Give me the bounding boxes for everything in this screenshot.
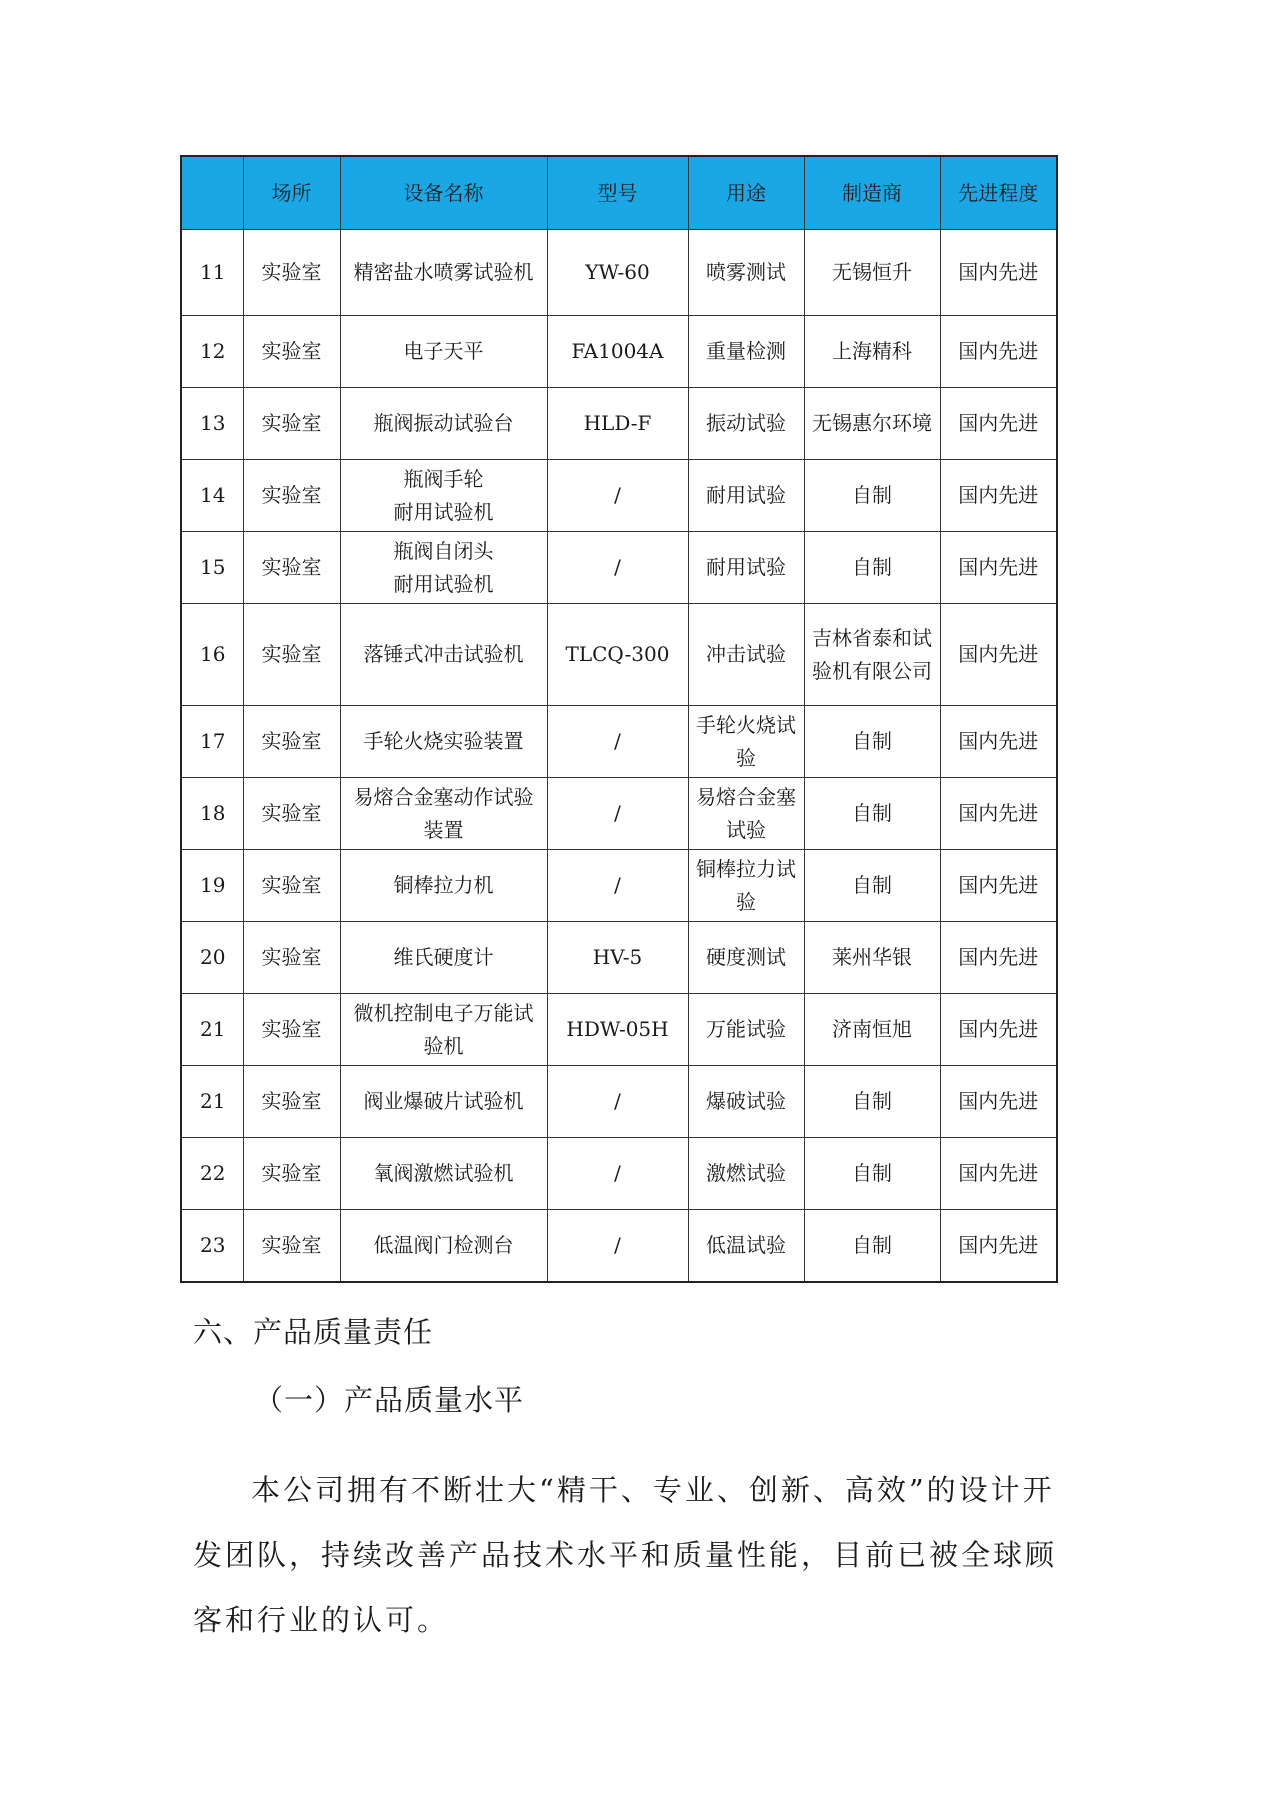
equipment-name-cell: 瓶阀手轮 耐用试验机 [340, 460, 547, 532]
place-cell: 实验室 [243, 532, 340, 604]
level-cell: 国内先进 [940, 388, 1057, 460]
model-cell: / [547, 706, 688, 778]
level-cell: 国内先进 [940, 778, 1057, 850]
manufacturer-cell: 自制 [804, 850, 940, 922]
header-cell-number [181, 156, 243, 230]
row-number-cell: 14 [181, 460, 243, 532]
manufacturer-cell: 吉林省泰和试验机有限公司 [804, 604, 940, 706]
row-number-cell: 20 [181, 922, 243, 994]
header-cell-model: 型号 [547, 156, 688, 230]
use-cell: 重量检测 [688, 316, 804, 388]
table-row [181, 460, 1057, 532]
level-cell: 国内先进 [940, 706, 1057, 778]
table-row [181, 922, 1057, 994]
level-cell: 国内先进 [940, 994, 1057, 1066]
level-cell: 国内先进 [940, 922, 1057, 994]
use-cell: 喷雾测试 [688, 230, 804, 316]
equipment-name-cell: 阀业爆破片试验机 [340, 1066, 547, 1138]
manufacturer-cell: 无锡恒升 [804, 230, 940, 316]
use-cell: 低温试验 [688, 1210, 804, 1282]
header-cell-manufacturer: 制造商 [804, 156, 940, 230]
manufacturer-cell: 无锡惠尔环境 [804, 388, 940, 460]
place-cell: 实验室 [243, 1066, 340, 1138]
place-cell: 实验室 [243, 460, 340, 532]
equipment-name-cell: 铜棒拉力机 [340, 850, 547, 922]
table-row [181, 1138, 1057, 1210]
equipment-name-cell: 瓶阀自闭头 耐用试验机 [340, 532, 547, 604]
manufacturer-cell: 自制 [804, 778, 940, 850]
manufacturer-cell: 自制 [804, 1210, 940, 1282]
equipment-name-cell: 精密盐水喷雾试验机 [340, 230, 547, 316]
row-number-cell: 19 [181, 850, 243, 922]
header-cell-equipment-name: 设备名称 [340, 156, 547, 230]
table-row [181, 532, 1057, 604]
use-cell: 振动试验 [688, 388, 804, 460]
table-row [181, 994, 1057, 1066]
table-row [181, 850, 1057, 922]
use-cell: 冲击试验 [688, 604, 804, 706]
model-cell: / [547, 1210, 688, 1282]
section-heading: 六、产品质量责任 [193, 1315, 434, 1349]
table-row [181, 706, 1057, 778]
equipment-name-cell: 落锤式冲击试验机 [340, 604, 547, 706]
model-cell: / [547, 1138, 688, 1210]
equipment-table [180, 155, 1058, 1283]
use-cell: 耐用试验 [688, 532, 804, 604]
use-cell: 硬度测试 [688, 922, 804, 994]
table-body [181, 230, 1057, 1282]
model-cell: HLD-F [547, 388, 688, 460]
equipment-name-cell: 电子天平 [340, 316, 547, 388]
manufacturer-cell: 自制 [804, 532, 940, 604]
row-number-cell: 15 [181, 532, 243, 604]
model-cell: / [547, 1066, 688, 1138]
row-number-cell: 11 [181, 230, 243, 316]
level-cell: 国内先进 [940, 604, 1057, 706]
model-cell: TLCQ-300 [547, 604, 688, 706]
manufacturer-cell: 自制 [804, 460, 940, 532]
table-row [181, 604, 1057, 706]
level-cell: 国内先进 [940, 1210, 1057, 1282]
table-row [181, 230, 1057, 316]
use-cell: 手轮火烧试验 [688, 706, 804, 778]
equipment-name-cell: 维氏硬度计 [340, 922, 547, 994]
place-cell: 实验室 [243, 1210, 340, 1282]
use-cell: 激燃试验 [688, 1138, 804, 1210]
place-cell: 实验室 [243, 922, 340, 994]
place-cell: 实验室 [243, 778, 340, 850]
table-row [181, 1066, 1057, 1138]
row-number-cell: 18 [181, 778, 243, 850]
manufacturer-cell: 自制 [804, 1138, 940, 1210]
level-cell: 国内先进 [940, 460, 1057, 532]
equipment-name-cell: 瓶阀振动试验台 [340, 388, 547, 460]
model-cell: / [547, 778, 688, 850]
level-cell: 国内先进 [940, 850, 1057, 922]
row-number-cell: 22 [181, 1138, 243, 1210]
model-cell: FA1004A [547, 316, 688, 388]
section-subheading: （一）产品质量水平 [254, 1383, 525, 1417]
place-cell: 实验室 [243, 388, 340, 460]
level-cell: 国内先进 [940, 1138, 1057, 1210]
level-cell: 国内先进 [940, 1066, 1057, 1138]
model-cell: HDW-05H [547, 994, 688, 1066]
equipment-name-cell: 氧阀激燃试验机 [340, 1138, 547, 1210]
model-cell: / [547, 460, 688, 532]
row-number-cell: 12 [181, 316, 243, 388]
table-header-row [181, 156, 1057, 230]
table-row [181, 316, 1057, 388]
use-cell: 耐用试验 [688, 460, 804, 532]
manufacturer-cell: 莱州华银 [804, 922, 940, 994]
manufacturer-cell: 自制 [804, 706, 940, 778]
place-cell: 实验室 [243, 850, 340, 922]
level-cell: 国内先进 [940, 316, 1057, 388]
place-cell: 实验室 [243, 316, 340, 388]
table-row [181, 1210, 1057, 1282]
place-cell: 实验室 [243, 230, 340, 316]
header-cell-level: 先进程度 [940, 156, 1057, 230]
use-cell: 爆破试验 [688, 1066, 804, 1138]
equipment-name-cell: 易熔合金塞动作试验装置 [340, 778, 547, 850]
place-cell: 实验室 [243, 604, 340, 706]
use-cell: 铜棒拉力试验 [688, 850, 804, 922]
body-paragraph: 本公司拥有不断壮大“精干、专业、创新、高效”的设计开发团队，持续改善产品技术水平和质量性能，目前已被全球顾客和行业的认可。 [193, 1473, 1058, 1637]
row-number-cell: 13 [181, 388, 243, 460]
table-row [181, 778, 1057, 850]
place-cell: 实验室 [243, 706, 340, 778]
header-cell-place: 场所 [243, 156, 340, 230]
manufacturer-cell: 自制 [804, 1066, 940, 1138]
place-cell: 实验室 [243, 994, 340, 1066]
row-number-cell: 17 [181, 706, 243, 778]
model-cell: / [547, 850, 688, 922]
equipment-name-cell: 微机控制电子万能试验机 [340, 994, 547, 1066]
manufacturer-cell: 济南恒旭 [804, 994, 940, 1066]
model-cell: YW-60 [547, 230, 688, 316]
row-number-cell: 23 [181, 1210, 243, 1282]
use-cell: 易熔合金塞试验 [688, 778, 804, 850]
header-cell-use: 用途 [688, 156, 804, 230]
table-row [181, 388, 1057, 460]
row-number-cell: 21 [181, 994, 243, 1066]
manufacturer-cell: 上海精科 [804, 316, 940, 388]
place-cell: 实验室 [243, 1138, 340, 1210]
model-cell: / [547, 532, 688, 604]
equipment-name-cell: 低温阀门检测台 [340, 1210, 547, 1282]
row-number-cell: 21 [181, 1066, 243, 1138]
row-number-cell: 16 [181, 604, 243, 706]
model-cell: HV-5 [547, 922, 688, 994]
equipment-name-cell: 手轮火烧实验装置 [340, 706, 547, 778]
level-cell: 国内先进 [940, 230, 1057, 316]
use-cell: 万能试验 [688, 994, 804, 1066]
level-cell: 国内先进 [940, 532, 1057, 604]
